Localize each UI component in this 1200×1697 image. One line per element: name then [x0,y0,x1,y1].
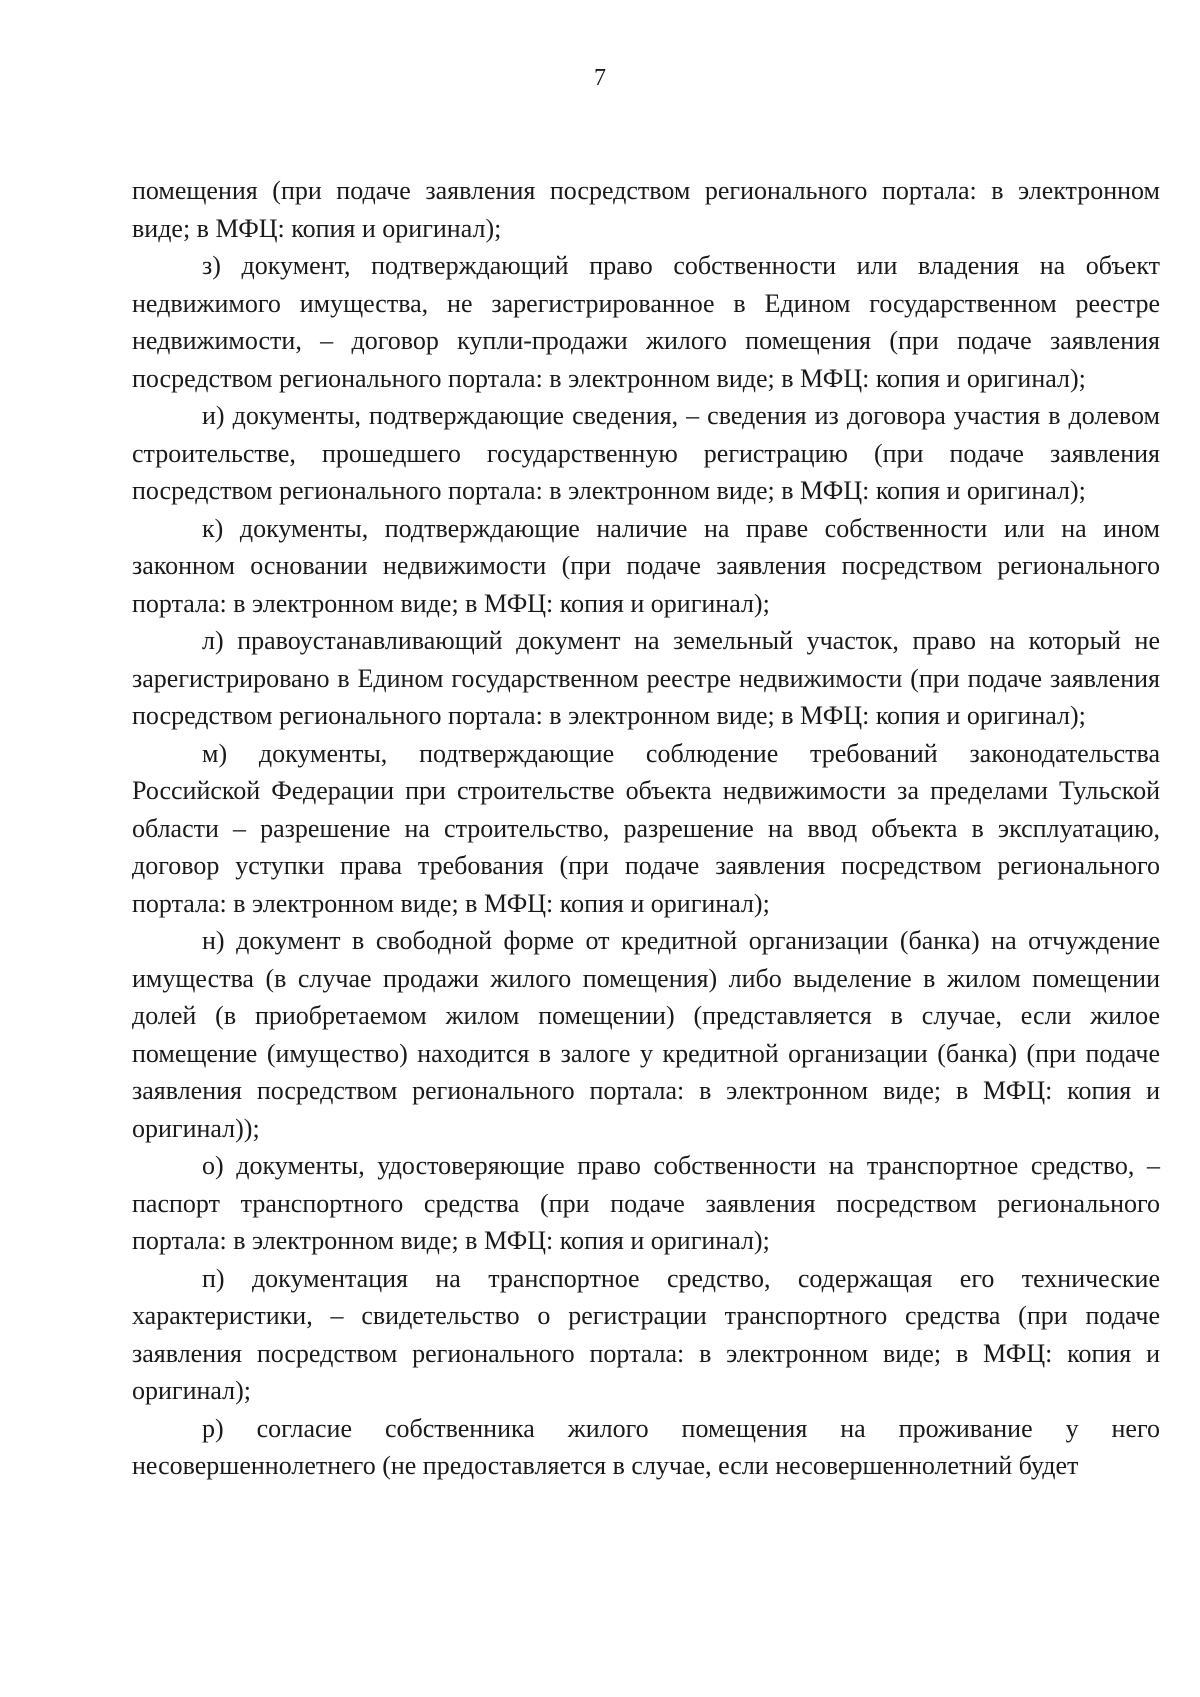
paragraph-item-o: о) документы, удостоверяющие право собственности на транспортное средство, – паспорт транспортного средства (при подаче заявления посредством регионального портала: в электронном виде; в МФЦ: копия и оригинал); [132,1151,1160,1255]
page-number: 7 [594,65,606,91]
document-body [132,172,1160,1485]
paragraph-item-l: л) правоустанавливающий документ на земельный участок, право на который не зарегистрировано в Едином государственном реестре недвижимости (при подаче заявления посредством регионального портала: в электронном виде; в МФЦ: копия и оригинал); [132,626,1160,730]
paragraph-item-m: м) документы, подтверждающие соблюдение требований законодательства Российской Федерации при строительстве объекта недвижимости за пределами Тульской области – разрешение на строительство, разрешение на ввод объекта в эксплуатацию, договор уступки права требования (при подаче заявления посредством регионального портала: в электронном виде; в МФЦ: копия и оригинал); [132,738,1160,918]
paragraph-continuation: помещения (при подаче заявления посредством регионального портала: в электронном виде; в МФЦ: копия и оригинал); [132,176,1160,243]
paragraph-item-k: к) документы, подтверждающие наличие на праве собственности или на ином законном основании недвижимости (при подаче заявления посредством регионального портала: в электронном виде; в МФЦ: копия и оригинал); [132,513,1160,618]
paragraph-item-r: р) согласие собственника жилого помещения на проживание у него несовершеннолетнего (не предоставляется в случае, если несовершеннолетний будет [132,1413,1160,1480]
paragraph-item-i: и) документы, подтверждающие сведения, – сведения из договора участия в долевом строительстве, прошедшего государственную регистрацию (при подаче заявления посредством регионального портала: в электронном виде; в МФЦ: копия и оригинал); [132,401,1160,505]
paragraph-item-n: н) документ в свободной форме от кредитной организации (банка) на отчуждение имущества (в случае продажи жилого помещения) либо выделение в жилом помещении долей (в приобретаемом жилом помещении) (представляется в случае, если жилое помещение (имущество) находится в залоге у кредитной организации (банка) (при подаче заявления посредством регионального портала: в электронном виде; в МФЦ: копия и оригинал)); [132,926,1160,1143]
paragraph-item-z: з) документ, подтверждающий право собственности или владения на объект недвижимого имущества, не зарегистрированное в Едином государственном реестре недвижимости, – договор купли-продажи жилого помещения (при подаче заявления посредством регионального портала: в электронном виде; в МФЦ: копия и оригинал); [132,251,1160,393]
paragraph-item-p: п) документация на транспортное средство, содержащая его технические характеристики, – свидетельство о регистрации транспортного средства (при подаче заявления посредством регионального портала: в электронном виде; в МФЦ: копия и оригинал); [132,1263,1160,1405]
